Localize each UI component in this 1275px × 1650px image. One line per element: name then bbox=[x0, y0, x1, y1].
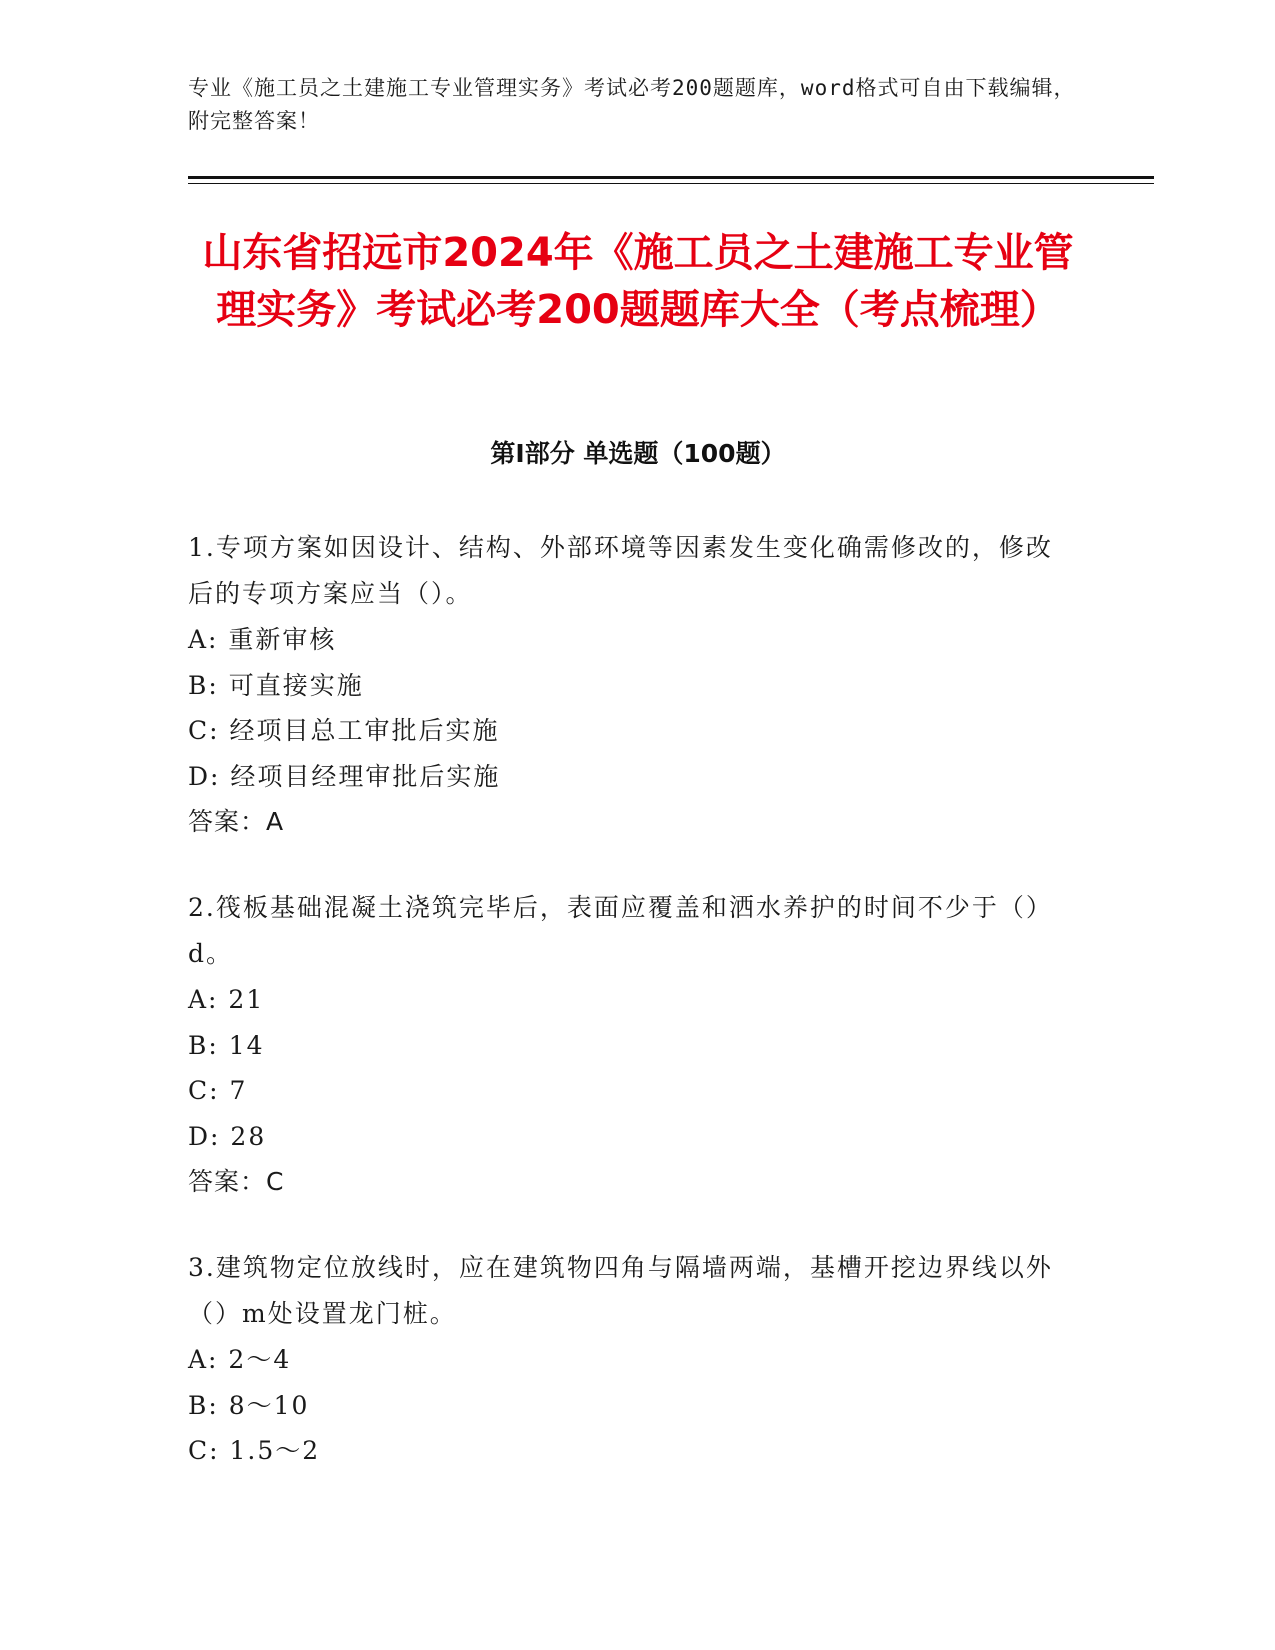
question-item bbox=[188, 525, 1068, 845]
option-c: C: 1.5～2 bbox=[188, 1436, 321, 1465]
option-d: D: 28 bbox=[188, 1121, 267, 1151]
option-c: C: 经项目总工审批后实施 bbox=[188, 716, 500, 745]
question-stem: 1.专项方案如因设计、结构、外部环境等因素发生变化确需修改的，修改后的专项方案应当（）。 bbox=[188, 533, 1053, 608]
option-c: C: 7 bbox=[188, 1076, 248, 1105]
question-list bbox=[188, 525, 1068, 1514]
header-rule-thick bbox=[188, 176, 1154, 179]
option-d: D: 经项目经理审批后实施 bbox=[188, 761, 501, 791]
option-b: B: 8～10 bbox=[188, 1390, 310, 1420]
option-b: B: 14 bbox=[188, 1030, 265, 1060]
question-stem: 3.建筑物定位放线时，应在建筑物四角与隔墙两端，基槽开挖边界线以外（）m处设置龙门桩。 bbox=[188, 1253, 1053, 1328]
header-rule-thin bbox=[188, 183, 1154, 184]
answer-text: 答案：C bbox=[188, 1167, 285, 1196]
document-title: 山东省招远市2024年《施工员之土建施工专业管理实务》考试必考200题题库大全（考点梳理） bbox=[202, 230, 1074, 333]
option-a: A: 2～4 bbox=[188, 1345, 292, 1374]
option-a: A: 重新审核 bbox=[188, 625, 337, 654]
option-b: B: 可直接实施 bbox=[188, 670, 364, 700]
question-item bbox=[188, 1245, 1068, 1474]
option-a: A: 21 bbox=[188, 985, 265, 1014]
question-item bbox=[188, 885, 1068, 1205]
question-stem: 2.筏板基础混凝土浇筑完毕后，表面应覆盖和洒水养护的时间不少于（）d。 bbox=[188, 893, 1053, 968]
section-title: 第I部分 单选题（100题） bbox=[490, 439, 786, 468]
answer-text: 答案：A bbox=[188, 807, 285, 836]
header-note: 专业《施工员之土建施工专业管理实务》考试必考200题题库，word格式可自由下载编辑，附完整答案！ bbox=[188, 76, 1076, 133]
